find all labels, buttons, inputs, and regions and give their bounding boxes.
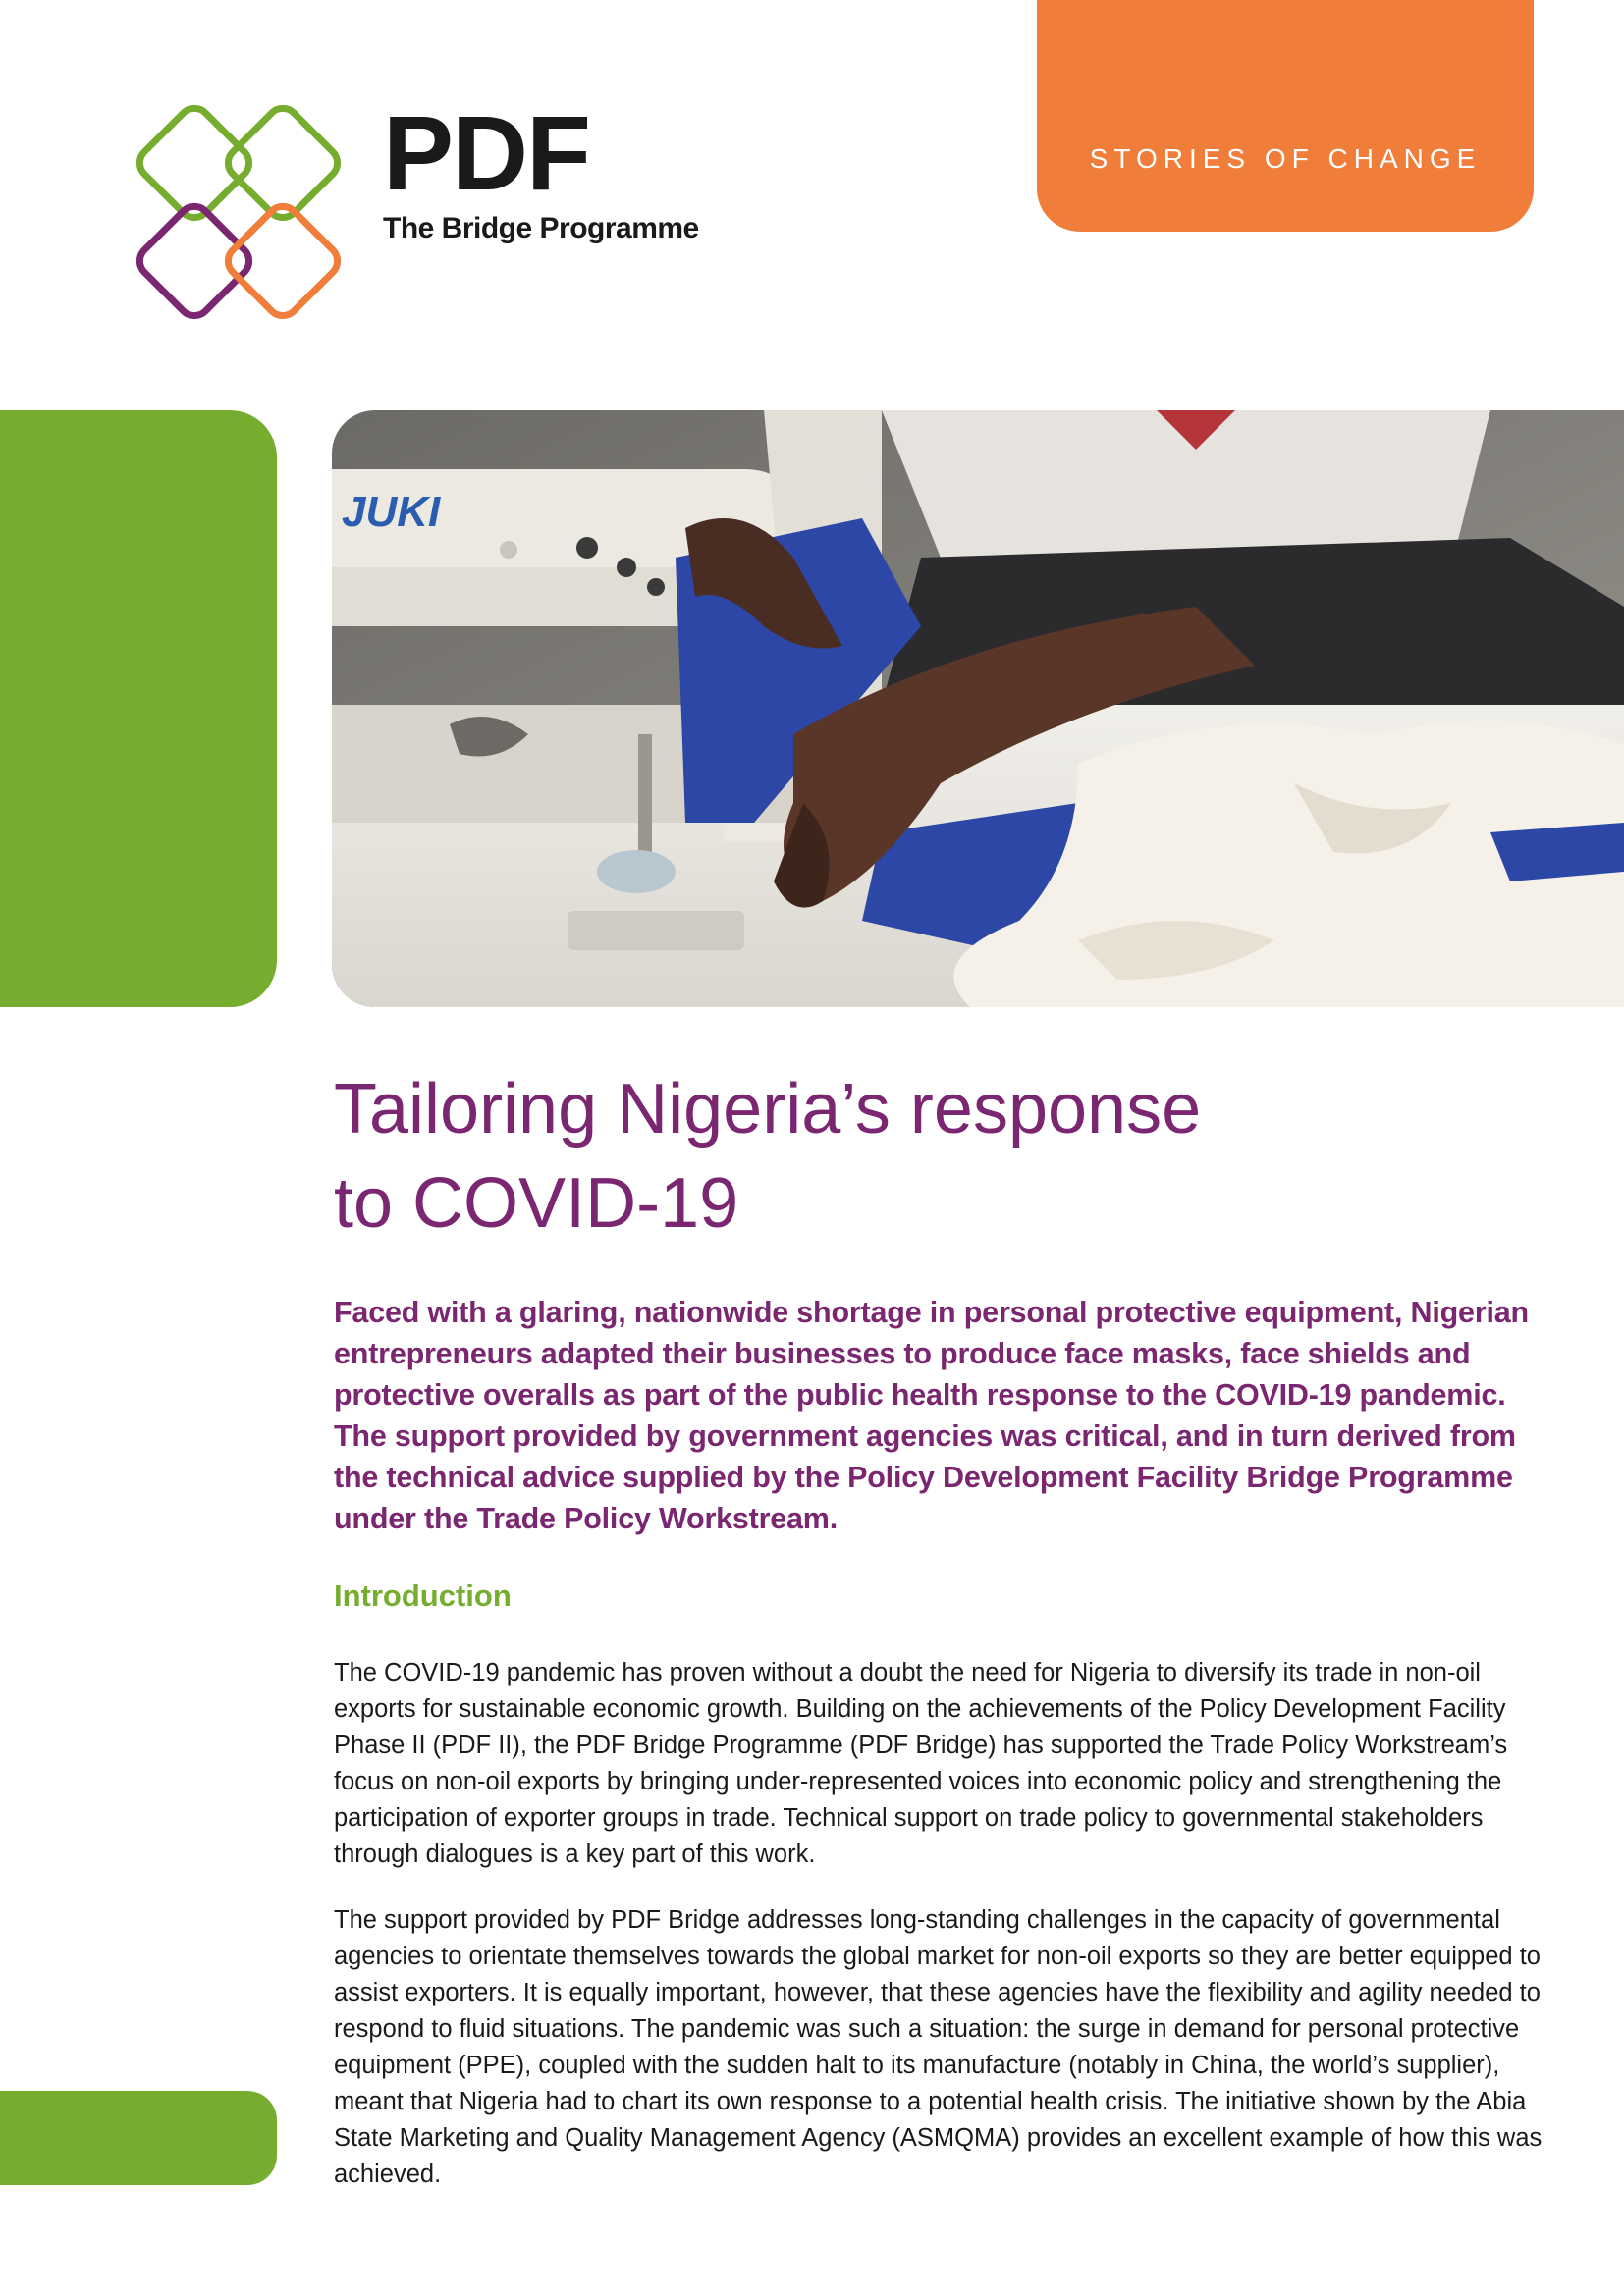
sewing-photo-illustration: [332, 410, 1624, 1007]
section-heading-introduction: Introduction: [334, 1578, 512, 1613]
green-footer-band: [0, 2091, 277, 2185]
title-line-1: Tailoring Nigeria’s response: [334, 1070, 1202, 1148]
body-paragraph-1: The COVID-19 pandemic has proven without a doubt the need for Nigeria to diversify its trade in non-oil exports for sustainable economic growth. Building on the achievements of the Policy Development Facility Phase II (PDF II), the PDF Bridge Programme (PDF Bridge) has supported the Trade Policy Workstream’s focus on non-oil exports by bringing under-represented voices into economic policy and strengthening the participation of exporter groups in trade. Technical support on trade policy to governmental stakeholders through dialogues is a key part of this work.: [334, 1659, 1508, 1868]
page-title: [334, 1062, 1532, 1251]
pdf-logo: [126, 94, 734, 359]
title-line-2: to COVID-19: [334, 1164, 739, 1243]
logo-wordmark: PDF: [383, 93, 589, 212]
juki-brand-text: JUKI: [342, 488, 441, 536]
interlocking-squares-icon: [126, 94, 391, 359]
sewing-machine-photo: [332, 410, 1624, 1007]
logo-subtitle: The Bridge Programme: [383, 212, 699, 244]
lead-paragraph: Faced with a glaring, nationwide shortage in personal protective equipment, Nigerian entrepreneurs adapted their businesses to produce face masks, face shields and protective overalls as part of the public health response to the COVID-19 pandemic. The support provided by government agencies was critical, and in turn derived from the technical advice supplied by the Policy Development Facility Bridge Programme under the Trade Policy Workstream.: [334, 1296, 1529, 1535]
body-paragraph-2: The support provided by PDF Bridge addresses long-standing challenges in the capacity of governmental agencies to orientate themselves towards the global market for non-oil exports so they are better equipped to assist exporters. It is equally important, however, that these agencies have the flexibility and agility needed to respond to fluid situations. The pandemic was such a situation: the surge in demand for personal protective equipment (PPE), coupled with the sudden halt to its manufacture (notably in China, the world’s supplier), meant that Nigeria had to chart its own response to a potential health crisis. The initiative shown by the Abia State Marketing and Quality Management Agency (ASMQMA) provides an excellent example of how this was achieved.: [334, 1906, 1543, 2188]
tab-label: STORIES OF CHANGE: [1089, 143, 1482, 174]
stories-of-change-tab: [1037, 0, 1534, 232]
green-side-band: [0, 410, 277, 1007]
